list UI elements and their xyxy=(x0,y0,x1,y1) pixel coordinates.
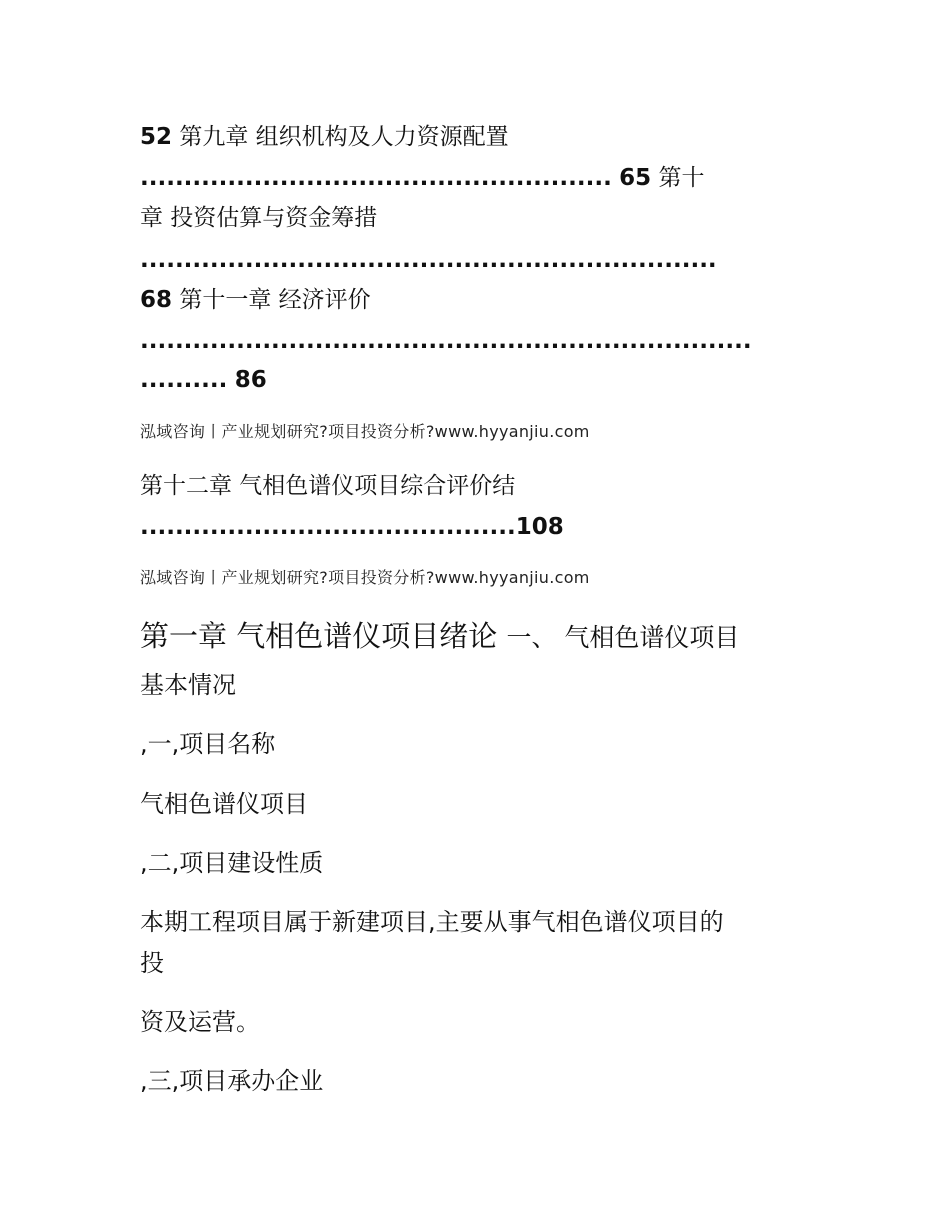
chapter-title: 第一章 气相色谱仪项目绪论 xyxy=(140,619,498,653)
toc-page-number: 68 xyxy=(140,287,173,313)
toc-leader-line xyxy=(140,330,752,353)
toc-title: 第十一章 经济评价 xyxy=(179,287,371,313)
toc-entry-65 xyxy=(140,167,704,190)
toc-page-number: 108 xyxy=(515,514,564,540)
toc-title: 第十二章 气相色谱仪项目综合评价结 xyxy=(140,473,516,499)
item-value-construction-nature-end: 资及运营。 xyxy=(140,1008,260,1036)
section-title-continued: 基本情况 xyxy=(140,671,236,699)
toc-leader-dots: ...................................................... xyxy=(140,165,612,191)
toc-page-number: 65 xyxy=(619,165,652,191)
toc-entry-108-leader xyxy=(140,516,564,539)
toc-page-number: 52 xyxy=(140,124,173,150)
toc-entry-68 xyxy=(140,289,371,312)
toc-entry-108 xyxy=(140,475,515,498)
toc-entry-65-continued xyxy=(140,207,377,230)
toc-leader-dots: ........................................... xyxy=(140,514,516,540)
page-footer: 泓域咨询丨产业规划研究?项目投资分析?www.hyyanjiu.com xyxy=(140,422,590,441)
toc-title: 第十 xyxy=(658,165,705,191)
toc-entry-86 xyxy=(140,369,267,392)
toc-leader-dots: .......... xyxy=(140,367,228,393)
item-label-project-name: ,一,项目名称 xyxy=(140,730,276,758)
item-label-undertaking-company: ,三,项目承办企业 xyxy=(140,1067,324,1095)
toc-entry-52 xyxy=(140,126,509,149)
toc-page-number: 86 xyxy=(234,367,267,393)
item-label-construction-nature: ,二,项目建设性质 xyxy=(140,849,324,877)
item-value-project-name: 气相色谱仪项目 xyxy=(140,790,308,818)
toc-title: 第九章 组织机构及人力资源配置 xyxy=(179,124,509,150)
toc-title: 章 投资估算与资金筹措 xyxy=(140,205,378,231)
toc-leader-dots: ...................................................................... xyxy=(140,328,752,354)
toc-leader-line xyxy=(140,249,717,272)
item-value-construction-nature: 本期工程项目属于新建项目,主要从事气相色谱仪项目的 xyxy=(140,908,724,936)
chapter-heading xyxy=(140,619,740,653)
page-footer: 泓域咨询丨产业规划研究?项目投资分析?www.hyyanjiu.com xyxy=(140,568,590,587)
toc-leader-dots: .................................................................. xyxy=(140,247,717,273)
section-title: 一、 气相色谱仪项目 xyxy=(506,623,740,652)
item-value-construction-nature-cont: 投 xyxy=(140,949,164,977)
